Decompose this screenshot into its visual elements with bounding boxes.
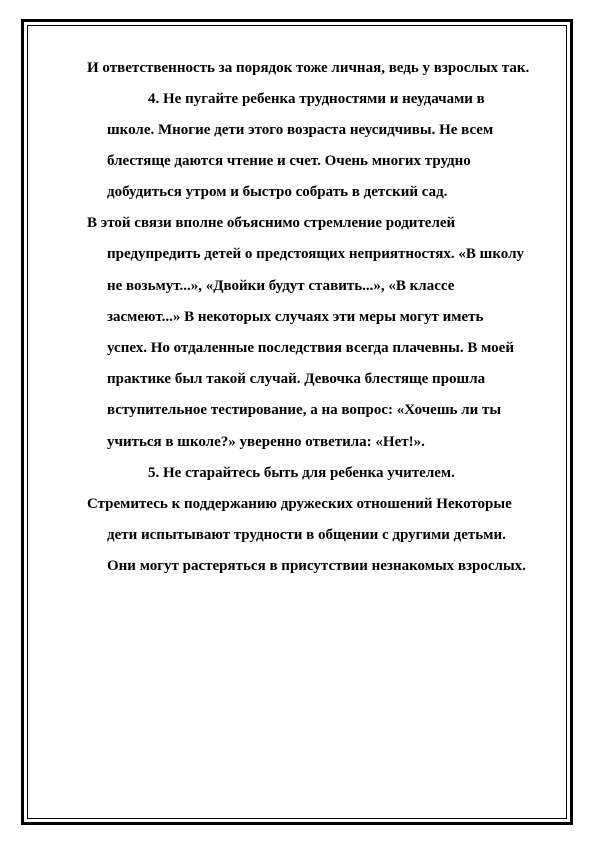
list-item-heading: 5. Не старайтесь быть для ребенка учителем. xyxy=(148,465,455,481)
text-line: Стремитесь к поддержанию дружеских отношений Некоторые xyxy=(87,496,512,512)
text-line: засмеют...» В некоторых случаях эти меры могут иметь xyxy=(107,309,484,325)
text-line: школе. Многие дети этого возраста неусидчивы. Не всем xyxy=(107,122,494,138)
text-line: дети испытывают трудности в общении с другими детьми. xyxy=(107,527,506,543)
text-line: практике был такой случай. Девочка блестяще прошла xyxy=(107,371,486,387)
text-line: предупредить детей о предстоящих неприятностях. «В школу xyxy=(107,246,524,262)
text-line: не возьмут...», «Двойки будут ставить...», «В классе xyxy=(107,278,455,294)
text-line: И ответственность за порядок тоже личная, ведь у взрослых так. xyxy=(87,60,530,76)
text-line: вступительное тестирование, а на вопрос: «Хочешь ли ты xyxy=(107,402,502,418)
text-line: учиться в школе?» уверенно ответила: «Нет!». xyxy=(107,434,425,450)
text-line: успех. Но отдаленные последствия всегда плачевны. В моей xyxy=(107,340,514,356)
list-item-heading: 4. Не пугайте ребенка трудностями и неудачами в xyxy=(148,91,485,107)
text-line: В этой связи вполне объяснимо стремление родителей xyxy=(87,215,456,231)
text-line: добудиться утром и быстро собрать в детский сад. xyxy=(107,184,448,200)
text-line: блестяще даются чтение и счет. Очень многих трудно xyxy=(107,153,471,169)
text-line: Они могут растеряться в присутствии незнакомых взрослых. xyxy=(107,558,526,574)
